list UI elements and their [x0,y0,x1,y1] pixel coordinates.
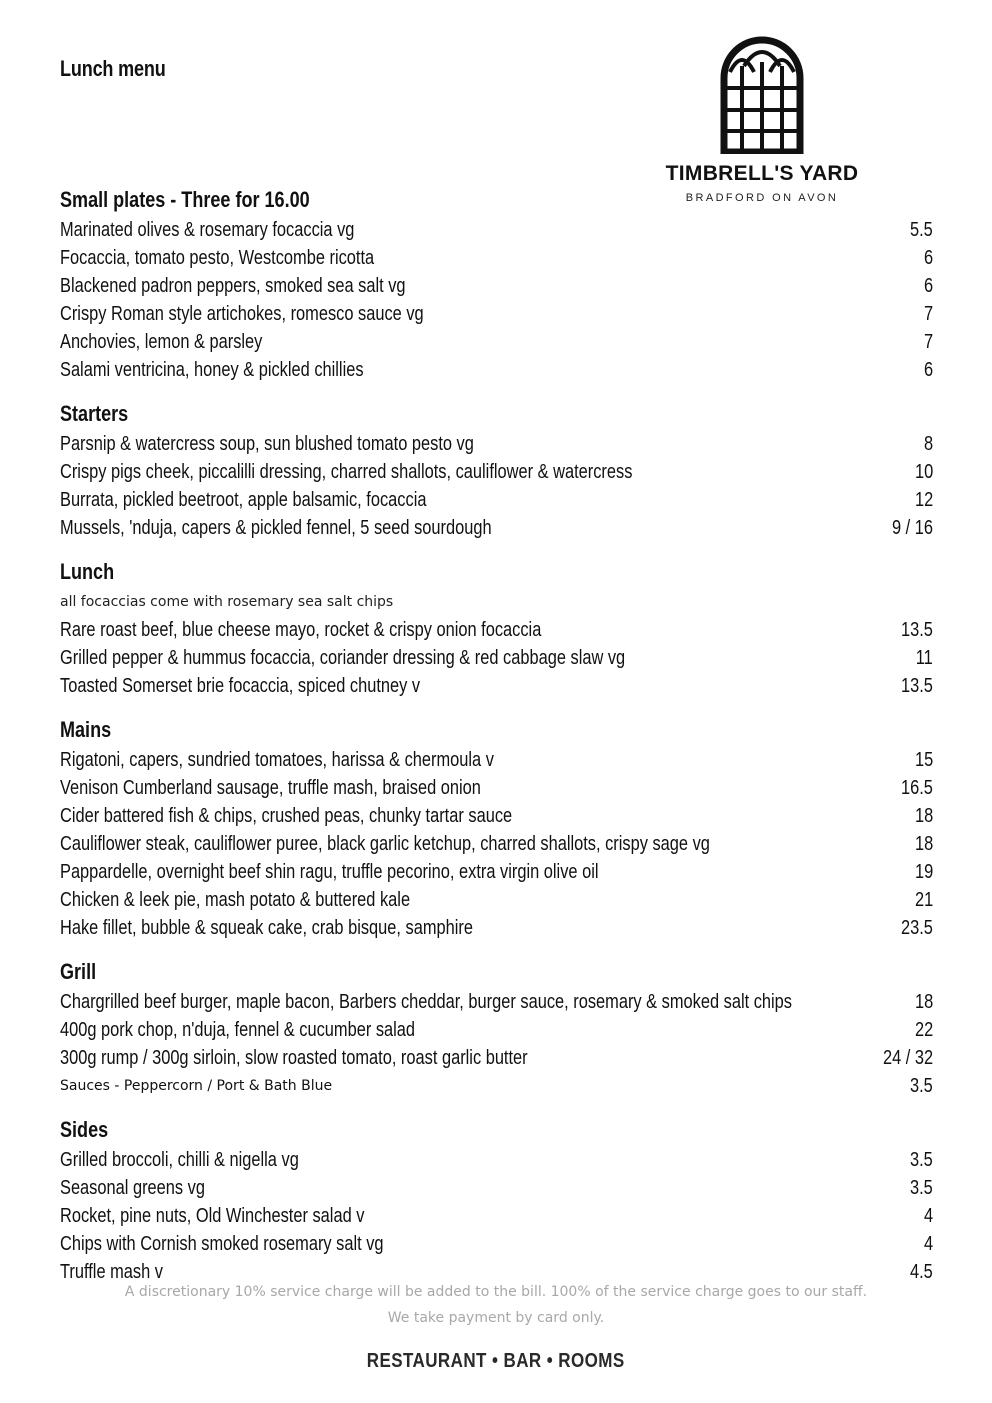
menu-item-name: Anchovies, lemon & parsley [60,331,263,353]
menu-item-name: Parsnip & watercress soup, sun blushed tomato pesto vg [60,433,474,455]
menu-item-name: Salami ventricina, honey & pickled chillies [60,359,364,381]
menu-item-price: 16.5 [901,777,933,799]
menu-item-name: 400g pork chop, n'duja, fennel & cucumber salad [60,1019,416,1041]
menu-item-name: Seasonal greens vg [60,1177,205,1199]
menu-section [60,398,933,542]
menu-item-name: Toasted Somerset brie focaccia, spiced chutney v [60,675,421,697]
menu-item [60,802,933,830]
menu-item-price: 22 [914,1019,933,1041]
menu-section [60,714,933,942]
menu-item-name: Sauces - Peppercorn / Port & Bath Blue [60,1078,333,1094]
menu-item-price: 7 [923,303,933,325]
menu-item [60,1016,933,1044]
menu-item [60,746,933,774]
logo-place: BRADFORD ON AVON [685,192,839,204]
menu-item-name: Cauliflower steak, cauliflower puree, black garlic ketchup, charred shallots, crispy sage vg [60,833,710,855]
menu-item-price: 3.5 [910,1149,933,1171]
menu-item-price: 19 [914,861,933,883]
menu-item-price: 6 [923,275,933,297]
menu-item-price: 10 [914,461,933,483]
menu-item [60,272,933,300]
menu-item-name: Pappardelle, overnight beef shin ragu, truffle pecorino, extra virgin olive oil [60,861,599,883]
section-title: Lunch [60,559,115,584]
menu-item-name: Burrata, pickled beetroot, apple balsamic, focaccia [60,489,427,511]
menu-item-name: Chicken & leek pie, mash potato & buttered kale [60,889,411,911]
menu-section [60,184,933,384]
menu-item-name: Focaccia, tomato pesto, Westcombe ricotta [60,247,375,269]
menu-item [60,774,933,802]
menu-item-price: 7 [923,331,933,353]
menu-item [60,616,933,644]
menu-item-price: 15 [914,749,933,771]
menu-item [60,244,933,272]
menu-section [60,1114,933,1286]
menu-item [60,1072,933,1100]
menu-item-price: 23.5 [901,917,933,939]
menu-item [60,356,933,384]
menu-item-price: 6 [923,247,933,269]
menu-item [60,1146,933,1174]
menu-item [60,300,933,328]
tagline [0,1350,992,1373]
menu-item-name: Mussels, 'nduja, capers & pickled fennel, 5 seed sourdough [60,517,492,539]
menu-item-price: 6 [923,359,933,381]
logo-name: TIMBRELL'S YARD [665,162,859,185]
menu-item-price: 3.5 [910,1177,933,1199]
menu-item [60,672,933,700]
service-charge-note: A discretionary 10% service charge will be added to the bill. 100% of the service charge goes to our staff. [124,1284,868,1300]
menu-item-price: 3.5 [910,1075,933,1097]
menu-item-name: Rare roast beef, blue cheese mayo, rocket & crispy onion focaccia [60,619,542,641]
menu-item-price: 4.5 [910,1261,933,1283]
menu-item-price: 18 [914,991,933,1013]
menu-item-name: Truffle mash v [60,1261,163,1283]
menu-item-name: Blackened padron peppers, smoked sea salt vg [60,275,406,297]
menu-item [60,830,933,858]
menu-item [60,886,933,914]
menu-item [60,430,933,458]
logo [656,36,868,208]
menu-item-name: Chips with Cornish smoked rosemary salt vg [60,1233,384,1255]
menu-sections [60,184,933,1300]
menu-item-price: 12 [914,489,933,511]
menu-item-price: 4 [923,1205,933,1227]
menu-item [60,458,933,486]
menu-item-price: 5.5 [910,219,933,241]
menu-item-name: 300g rump / 300g sirloin, slow roasted tomato, roast garlic butter [60,1047,528,1069]
menu-item [60,1202,933,1230]
section-title: Starters [60,401,129,426]
menu-item-name: Cider battered fish & chips, crushed peas, chunky tartar sauce [60,805,513,827]
menu-item [60,216,933,244]
menu-item [60,1044,933,1072]
menu-item-price: 4 [923,1233,933,1255]
menu-item-name: Crispy Roman style artichokes, romesco sauce vg [60,303,424,325]
menu-item [60,914,933,942]
menu-item-name: Hake fillet, bubble & squeak cake, crab bisque, samphire [60,917,473,939]
menu-item-price: 13.5 [901,619,933,641]
menu-item-name: Venison Cumberland sausage, truffle mash, braised onion [60,777,481,799]
section-title: Sides [60,1117,109,1142]
menu-item [60,644,933,672]
arched-window-icon [720,36,804,154]
menu-item-price: 18 [914,833,933,855]
menu-section [60,956,933,1100]
menu-section [60,556,933,700]
menu-item-name: Grilled broccoli, chilli & nigella vg [60,1149,299,1171]
section-title: Grill [60,959,97,984]
section-title: Mains [60,717,112,742]
menu-item-price: 21 [914,889,933,911]
menu-item-price: 13.5 [901,675,933,697]
page-title: Lunch menu [60,56,166,81]
menu-item [60,1230,933,1258]
menu-item-name: Crispy pigs cheek, piccalilli dressing, charred shallots, cauliflower & watercress [60,461,633,483]
menu-item [60,1174,933,1202]
tagline-text: RESTAURANT • BAR • ROOMS [367,1350,625,1372]
menu-item-price: 24 / 32 [882,1047,933,1069]
menu-item-price: 11 [915,647,933,669]
menu-item [60,1258,933,1286]
menu-item-name: Grilled pepper & hummus focaccia, coriander dressing & red cabbage slaw vg [60,647,626,669]
menu-item-name: Chargrilled beef burger, maple bacon, Barbers cheddar, burger sauce, rosemary & smoked salt chips [60,991,793,1013]
menu-item-price: 18 [914,805,933,827]
menu-item [60,988,933,1016]
menu-item [60,486,933,514]
menu-item-price: 8 [923,433,933,455]
menu-item-name: Rocket, pine nuts, Old Winchester salad v [60,1205,365,1227]
menu-item-name: Rigatoni, capers, sundried tomatoes, harissa & chermoula v [60,749,494,771]
payment-note: We take payment by card only. [387,1310,605,1326]
menu-item [60,858,933,886]
menu-item-price: 9 / 16 [891,517,933,539]
menu-item [60,328,933,356]
section-note: all focaccias come with rosemary sea salt chips [60,594,394,610]
menu-item [60,514,933,542]
section-title: Small plates - Three for 16.00 [60,187,310,212]
menu-item-name: Marinated olives & rosemary focaccia vg [60,219,355,241]
